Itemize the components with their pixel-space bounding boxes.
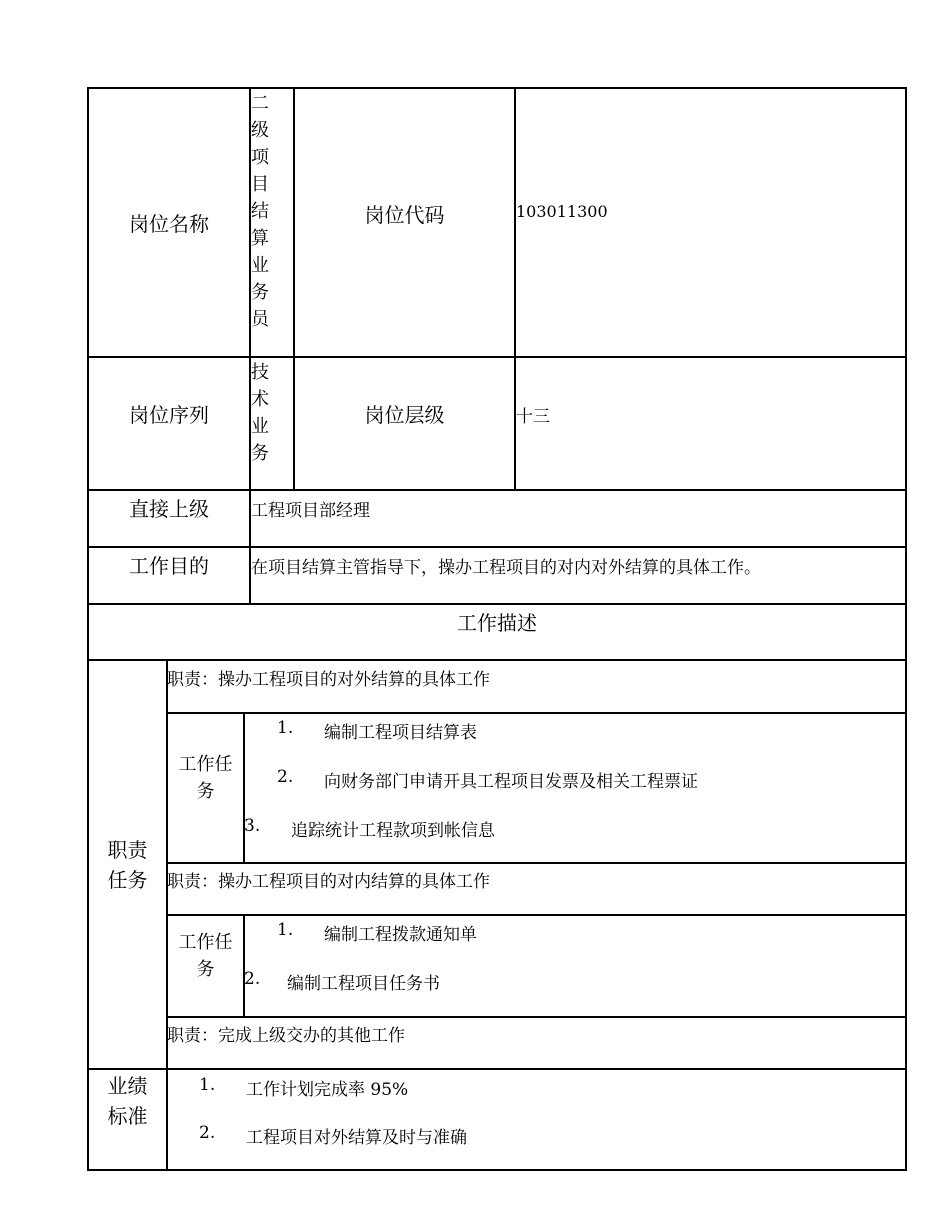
duty-title: 职责：完成上级交办的其他工作 bbox=[167, 1026, 405, 1046]
performance-num: 2. bbox=[199, 1123, 216, 1143]
purpose-value: 在项目结算主管指导下，操办工程项目的对内对外结算的具体工作。 bbox=[251, 558, 761, 578]
col-divider bbox=[243, 712, 245, 862]
post-name-label: 岗位名称 bbox=[129, 212, 209, 236]
post-level-label: 岗位层级 bbox=[364, 402, 445, 427]
row-divider bbox=[87, 546, 907, 548]
task-text: 向财务部门申请开具工程项目发票及相关工程票证 bbox=[324, 772, 698, 792]
row-divider bbox=[166, 1016, 907, 1018]
row-divider bbox=[87, 659, 907, 661]
performance-num: 1. bbox=[199, 1075, 216, 1095]
performance-text: 工作计划完成率 95% bbox=[246, 1080, 409, 1100]
post-code-label: 岗位代码 bbox=[364, 203, 445, 227]
duties-label bbox=[89, 661, 166, 1068]
row-divider bbox=[166, 712, 907, 714]
duty-title: 职责：操办工程项目的对内结算的具体工作 bbox=[167, 872, 490, 892]
performance-text: 工程项目对外结算及时与准确 bbox=[246, 1128, 467, 1148]
task-text: 编制工程项目结算表 bbox=[324, 723, 477, 743]
task-num: 2. bbox=[277, 767, 294, 787]
task-num: 3. bbox=[244, 816, 261, 836]
task-label-cell bbox=[168, 916, 243, 1016]
row-divider bbox=[87, 1068, 907, 1070]
task-text: 编制工程拨款通知单 bbox=[324, 925, 477, 945]
post-name-value: 二级项目结算业务员 bbox=[251, 93, 269, 330]
post-level-value: 十三 bbox=[516, 407, 550, 427]
task-label: 工作任务 bbox=[178, 932, 233, 980]
row-divider bbox=[87, 489, 907, 491]
superior-label: 直接上级 bbox=[129, 496, 209, 521]
col-divider bbox=[514, 87, 516, 489]
duty-title: 职责：操办工程项目的对外结算的具体工作 bbox=[167, 670, 490, 690]
row-divider bbox=[87, 603, 907, 605]
border-right bbox=[905, 87, 907, 1171]
task-text: 编制工程项目任务书 bbox=[287, 974, 440, 994]
task-label: 工作任务 bbox=[178, 754, 233, 802]
task-num: 1. bbox=[277, 718, 294, 738]
row-divider bbox=[166, 862, 907, 864]
task-num: 2. bbox=[244, 969, 261, 989]
purpose-label: 工作目的 bbox=[129, 553, 209, 578]
duties-label-text: 职责任务 bbox=[107, 837, 148, 892]
performance-label: 业绩标准 bbox=[107, 1074, 148, 1128]
superior-value: 工程项目部经理 bbox=[251, 501, 370, 521]
post-code-value: 103011300 bbox=[516, 202, 608, 221]
description-header: 工作描述 bbox=[457, 610, 537, 635]
post-sequence-label: 岗位序列 bbox=[129, 402, 209, 427]
task-text: 追踪统计工程款项到帐信息 bbox=[291, 821, 495, 841]
row-divider bbox=[166, 914, 907, 916]
col-divider bbox=[243, 914, 245, 1016]
task-label-cell bbox=[168, 714, 243, 862]
post-sequence-value: 技术业务 bbox=[251, 362, 269, 464]
performance-label-cell bbox=[89, 1071, 166, 1131]
border-bottom bbox=[87, 1169, 907, 1171]
task-num: 1. bbox=[277, 920, 294, 940]
